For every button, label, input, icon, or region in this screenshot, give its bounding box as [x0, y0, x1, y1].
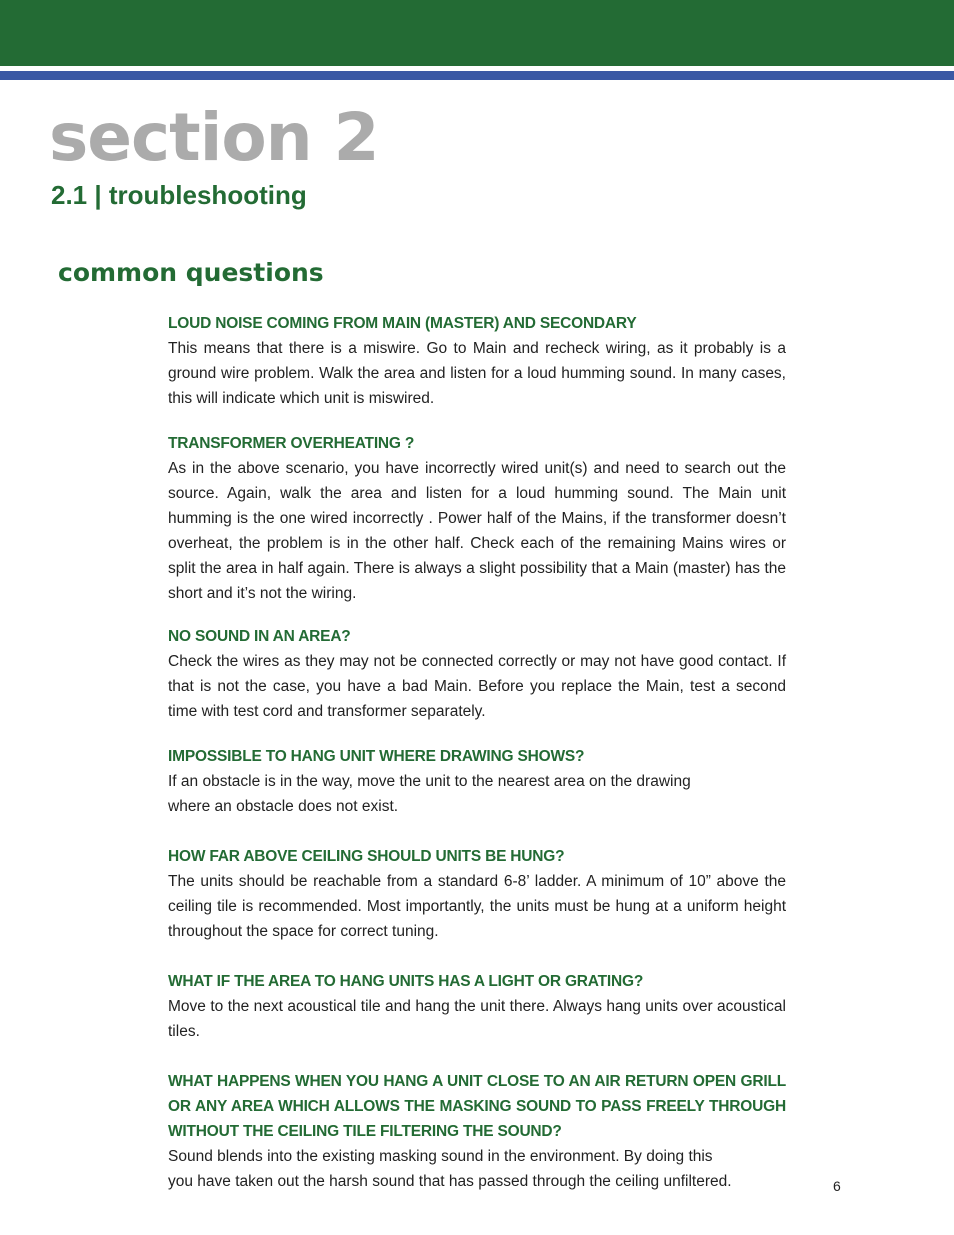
question-heading: WHAT IF THE AREA TO HANG UNITS HAS A LIGHT OR GRATING?	[168, 973, 644, 990]
question-heading: HOW FAR ABOVE CEILING SHOULD UNITS BE HUNG?	[168, 848, 565, 865]
qa-item	[168, 311, 786, 411]
qa-item	[168, 969, 786, 1044]
qa-item	[168, 844, 786, 944]
answer-text: Check the wires as they may not be connected correctly or may not have good contact. If that is not the case, you have a bad Main. Before you replace the Main, test a second time with test cord and transformer separately.	[168, 653, 786, 720]
section-title: section 2	[49, 99, 379, 176]
answer-text: As in the above scenario, you have incorrectly wired unit(s) and need to search out the source. Again, walk the area and listen for a loud humming sound. The Main unit humming is the one wired incorrectly . Power half of the Mains, if the transformer doesn’t overheat, the problem is in the other half. Check each of the remaining Mains wires or split the area in half again. There is always a slight possibility that a Main (master) has the short and it’s not the wiring.	[168, 460, 786, 602]
qa-item	[168, 624, 786, 724]
answer-text: The units should be reachable from a standard 6-8’ ladder. A minimum of 10” above the ceiling tile is recommended. Most importantly, the units must be hung at a uniform height throughout the space for correct tuning.	[168, 873, 786, 940]
answer-text: Move to the next acoustical tile and hang the unit there. Always hang units over acoustical tiles.	[168, 998, 786, 1040]
question-heading: IMPOSSIBLE TO HANG UNIT WHERE DRAWING SHOWS?	[168, 748, 585, 765]
question-heading: TRANSFORMER OVERHEATING ?	[168, 435, 415, 452]
question-heading: WHAT HAPPENS WHEN YOU HANG A UNIT CLOSE TO AN AIR RETURN OPEN GRILL OR ANY AREA WHICH ALLOWS THE MASKING SOUND TO PASS FREELY THROUGH WITHOUT THE CEILING TILE FILTERING THE SOUND?	[168, 1073, 786, 1140]
qa-item	[168, 1069, 786, 1194]
section-subtitle: 2.1 | troubleshooting	[51, 180, 307, 210]
header-rule	[0, 71, 954, 80]
header-band	[0, 0, 954, 66]
answer-text: This means that there is a miswire. Go to Main and recheck wiring, as it probably is a ground wire problem. Walk the area and listen for a loud humming sound. In many cases, this will indicate which unit is miswired.	[168, 340, 786, 407]
answer-text: If an obstacle is in the way, move the unit to the nearest area on the drawing	[168, 773, 691, 790]
page-number: 6	[833, 1178, 841, 1194]
group-heading: common questions	[58, 258, 324, 287]
question-heading: LOUD NOISE COMING FROM MAIN (MASTER) AND SECONDARY	[168, 315, 637, 332]
answer-text: where an obstacle does not exist.	[168, 798, 399, 815]
answer-text: Sound blends into the existing masking sound in the environment. By doing this	[168, 1148, 713, 1165]
answer-text: you have taken out the harsh sound that has passed through the ceiling unfiltered.	[168, 1173, 732, 1190]
question-heading: NO SOUND IN AN AREA?	[168, 628, 351, 645]
qa-item	[168, 431, 786, 606]
qa-item	[168, 744, 786, 819]
